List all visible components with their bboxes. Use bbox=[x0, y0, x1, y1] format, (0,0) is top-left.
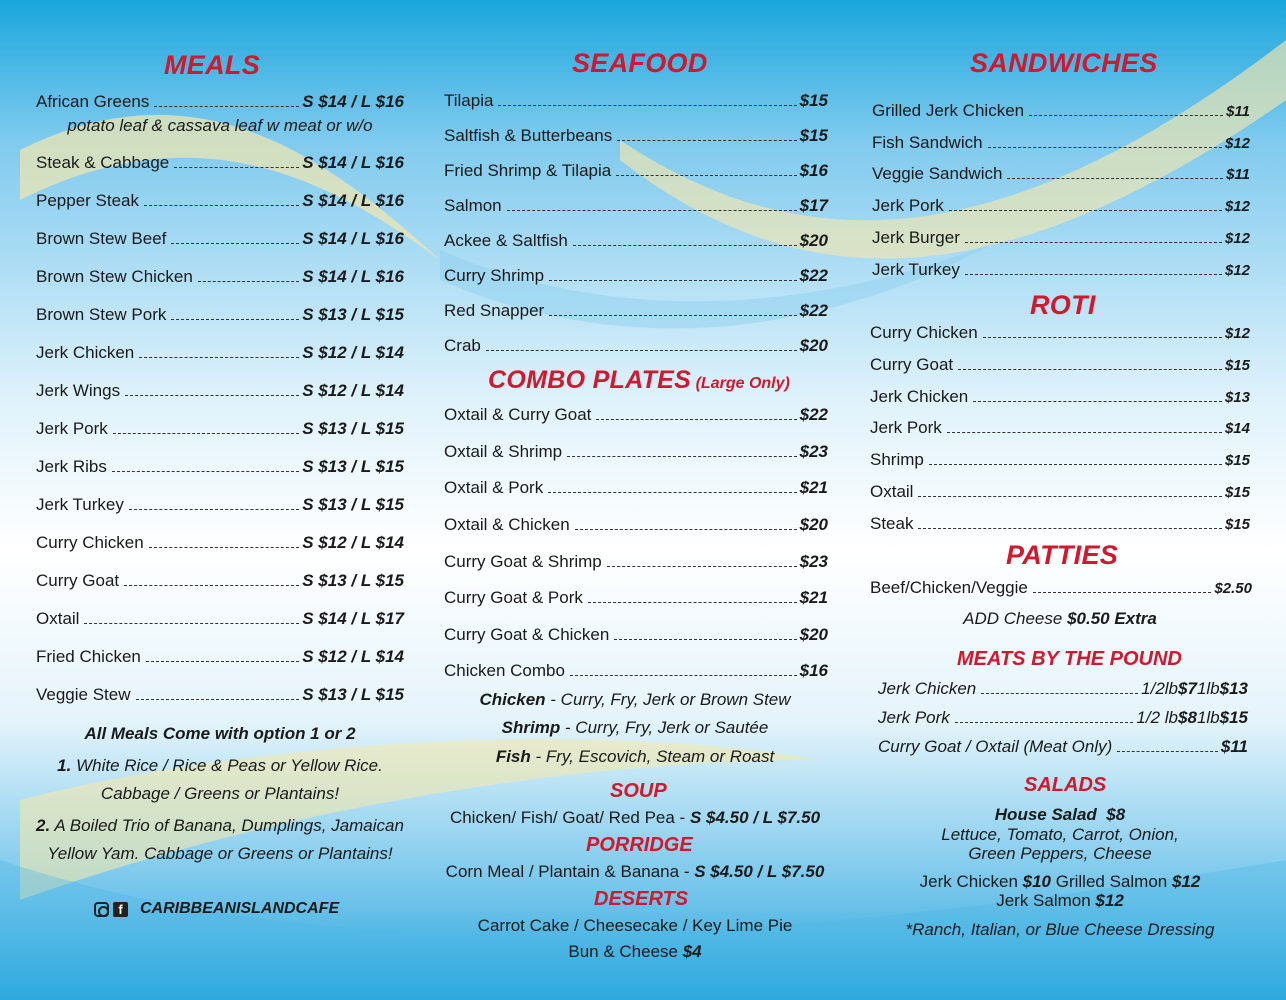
item-price: $22 bbox=[799, 301, 828, 320]
item-price: S $13 / L $15 bbox=[302, 305, 404, 324]
meal-item-row bbox=[36, 305, 404, 327]
item-name: Curry Goat & Chicken bbox=[444, 625, 610, 644]
item-price: S $14 / L $16 bbox=[302, 153, 404, 172]
item-name: Oxtail bbox=[36, 609, 80, 628]
item-name: Crab bbox=[444, 336, 481, 355]
item-price: $21 bbox=[799, 478, 828, 497]
combo-item-row bbox=[444, 405, 828, 427]
sandwich-item-row bbox=[872, 164, 1250, 186]
item-price: S $14 / L $16 bbox=[302, 191, 404, 210]
combo-item-row bbox=[444, 478, 828, 500]
deserts-line-2: Bun & Cheese $4 bbox=[568, 942, 702, 961]
item-name: Brown Stew Chicken bbox=[36, 267, 193, 286]
african-greens-note: potato leaf & cassava leaf w meat or w/o bbox=[67, 116, 373, 135]
roti-item-row bbox=[870, 355, 1250, 377]
mbp-jerk-pork: Jerk Pork 1/2 lb $8 1lb $15 bbox=[878, 708, 1248, 727]
meal-item-row bbox=[36, 419, 404, 441]
item-name: Jerk Burger bbox=[872, 228, 960, 247]
item-name: Pepper Steak bbox=[36, 191, 140, 210]
leader-dots bbox=[1007, 178, 1223, 179]
item-price: S $12 / L $14 bbox=[302, 381, 404, 400]
leader-dots bbox=[588, 602, 797, 603]
leader-dots bbox=[616, 175, 796, 176]
item-name: Jerk Turkey bbox=[872, 260, 960, 279]
leader-dots bbox=[146, 661, 299, 662]
item-name: Oxtail & Curry Goat bbox=[444, 405, 592, 424]
leader-dots bbox=[570, 675, 797, 676]
house-salad: House Salad $8 bbox=[994, 805, 1126, 824]
sandwich-item-row bbox=[872, 133, 1250, 155]
item-price: $16 bbox=[799, 661, 828, 680]
leader-dots bbox=[617, 140, 796, 141]
meal-item-row bbox=[36, 571, 404, 593]
seafood-item-row bbox=[444, 196, 828, 218]
combo-style-line: Fish - Fry, Escovich, Steam or Roast bbox=[495, 747, 775, 766]
sandwich-item-row bbox=[872, 228, 1250, 250]
item-price: $12 bbox=[1224, 325, 1250, 342]
leader-dots bbox=[973, 401, 1222, 402]
meal-item-row bbox=[36, 92, 404, 114]
leader-dots bbox=[144, 205, 299, 206]
leader-dots bbox=[614, 639, 796, 640]
item-price: S $14 / L $16 bbox=[302, 267, 404, 286]
leader-dots bbox=[498, 105, 796, 106]
item-name: Tilapia bbox=[444, 91, 494, 110]
item-name: Veggie Stew bbox=[36, 685, 131, 704]
combo-title-note: (Large Only) bbox=[695, 375, 790, 392]
seafood-item-row bbox=[444, 126, 828, 148]
roti-item-row bbox=[870, 514, 1250, 536]
roti-item-row bbox=[870, 387, 1250, 409]
item-name: Fish Sandwich bbox=[872, 133, 983, 152]
item-price: $15 bbox=[1224, 452, 1250, 469]
sandwiches-title: SANDWICHES bbox=[970, 48, 1158, 78]
item-price: $12 bbox=[1224, 198, 1250, 215]
leader-dots bbox=[549, 280, 797, 281]
item-price: S $13 / L $15 bbox=[302, 685, 404, 704]
meal-item-row bbox=[36, 457, 404, 479]
seafood-title: SEAFOOD bbox=[572, 48, 708, 78]
leader-dots bbox=[949, 210, 1222, 211]
mbp-jerk-chicken: Jerk Chicken 1/2lb $7 1lb $13 bbox=[878, 679, 1248, 698]
item-price: $23 bbox=[799, 552, 828, 571]
house-salad-line-1: Lettuce, Tomato, Carrot, Onion, bbox=[941, 825, 1179, 844]
item-price: S $14 / L $17 bbox=[302, 609, 404, 628]
item-price: S $12 / L $14 bbox=[302, 647, 404, 666]
seafood-item-row bbox=[444, 231, 828, 253]
item-price: S $12 / L $14 bbox=[302, 533, 404, 552]
roti-item-row bbox=[870, 323, 1250, 345]
leader-dots bbox=[596, 419, 796, 420]
item-price: $12 bbox=[1224, 262, 1250, 279]
house-salad-line-2: Green Peppers, Cheese bbox=[968, 844, 1152, 863]
leader-dots bbox=[988, 147, 1222, 148]
item-name: Fried Chicken bbox=[36, 647, 141, 666]
item-name: Curry Chicken bbox=[870, 323, 978, 342]
leader-dots bbox=[575, 529, 797, 530]
instagram-icon bbox=[94, 902, 109, 917]
meal-option-1: 1. White Rice / Rice & Peas or Yellow Rice. bbox=[57, 756, 383, 775]
meals-options-title: All Meals Come with option 1 or 2 bbox=[84, 724, 356, 743]
item-price: $20 bbox=[799, 231, 828, 250]
combo-style-line: Chicken - Curry, Fry, Jerk or Brown Stew bbox=[479, 690, 791, 709]
item-name: Curry Chicken bbox=[36, 533, 144, 552]
leader-dots bbox=[918, 496, 1222, 497]
patties-item: Beef/Chicken/Veggie $2.50 bbox=[870, 578, 1252, 597]
combo-title: COMBO PLATES bbox=[488, 366, 692, 394]
item-name: Red Snapper bbox=[444, 301, 545, 320]
meal-item-row bbox=[36, 685, 404, 707]
leader-dots bbox=[486, 350, 797, 351]
meal-item-row bbox=[36, 267, 404, 289]
meal-item-row bbox=[36, 533, 404, 555]
item-name: Grilled Jerk Chicken bbox=[872, 101, 1025, 120]
leader-dots bbox=[154, 106, 299, 107]
item-price: $17 bbox=[799, 196, 828, 215]
salad-jerk-salmon: Jerk Salmon $12 bbox=[996, 891, 1124, 910]
combo-item-row bbox=[444, 661, 828, 683]
soup-title: SOUP bbox=[610, 780, 667, 802]
item-price: S $13 / L $15 bbox=[302, 571, 404, 590]
item-name: Chicken Combo bbox=[444, 661, 565, 680]
item-price: $11 bbox=[1226, 166, 1250, 183]
leader-dots bbox=[567, 456, 797, 457]
combo-item-row bbox=[444, 588, 828, 610]
item-name: Ackee & Saltfish bbox=[444, 231, 568, 250]
item-name: Jerk Pork bbox=[870, 418, 942, 437]
meal-option-1-cont: Cabbage / Greens or Plantains! bbox=[100, 784, 340, 803]
meal-item-row bbox=[36, 191, 404, 213]
item-name: Oxtail & Shrimp bbox=[444, 442, 563, 461]
item-name: Steak & Cabbage bbox=[36, 153, 170, 172]
item-name: African Greens bbox=[36, 92, 150, 111]
leader-dots bbox=[129, 509, 299, 510]
item-price: $15 bbox=[1224, 357, 1250, 374]
item-price: $16 bbox=[799, 161, 828, 180]
meal-item-row bbox=[36, 229, 404, 251]
leader-dots bbox=[113, 433, 299, 434]
item-name: Curry Goat bbox=[870, 355, 954, 374]
meal-option-2-cont: Yellow Yam. Cabbage or Greens or Plantains! bbox=[47, 844, 393, 863]
leader-dots bbox=[112, 471, 299, 472]
seafood-item-row bbox=[444, 161, 828, 183]
item-name: Jerk Pork bbox=[36, 419, 108, 438]
item-name: Brown Stew Pork bbox=[36, 305, 167, 324]
leader-dots bbox=[139, 357, 299, 358]
soup-line: Chicken/ Fish/ Goat/ Red Pea - S $4.50 / L $7.50 bbox=[449, 808, 821, 827]
salads-title: SALADS bbox=[1024, 774, 1107, 796]
patties-title: PATTIES bbox=[1006, 540, 1119, 570]
meats-by-pound-title: MEATS BY THE POUND bbox=[957, 648, 1182, 670]
item-price: $13 bbox=[1224, 389, 1250, 406]
item-price: $22 bbox=[799, 266, 828, 285]
seafood-item-row bbox=[444, 91, 828, 113]
item-price: $15 bbox=[1224, 484, 1250, 501]
social-handle-text: CARIBBEANISLANDCAFE bbox=[140, 900, 340, 917]
meal-item-row bbox=[36, 647, 404, 669]
leader-dots bbox=[198, 281, 299, 282]
item-price: $20 bbox=[799, 625, 828, 644]
item-price: $11 bbox=[1226, 103, 1250, 120]
leader-dots bbox=[171, 243, 299, 244]
meal-option-2: 2. A Boiled Trio of Banana, Dumplings, Jamaican bbox=[36, 816, 404, 835]
item-price: $12 bbox=[1224, 230, 1250, 247]
item-price: S $13 / L $15 bbox=[302, 457, 404, 476]
seafood-item-row bbox=[444, 266, 828, 288]
item-price: $15 bbox=[1224, 516, 1250, 533]
item-price: S $14 / L $16 bbox=[302, 229, 404, 248]
item-price: $14 bbox=[1224, 420, 1250, 437]
leader-dots bbox=[548, 492, 796, 493]
leader-dots bbox=[607, 566, 797, 567]
roti-title: ROTI bbox=[1030, 290, 1096, 320]
roti-item-row bbox=[870, 418, 1250, 440]
combo-item-row bbox=[444, 515, 828, 537]
sandwich-item-row bbox=[872, 101, 1250, 123]
item-price: $15 bbox=[799, 126, 828, 145]
roti-item-row bbox=[870, 450, 1250, 472]
item-name: Oxtail bbox=[870, 482, 914, 501]
roti-item-row bbox=[870, 482, 1250, 504]
combo-style-line: Shrimp - Curry, Fry, Jerk or Sautée bbox=[501, 718, 769, 737]
mbp-curry-goat-oxtail: Curry Goat / Oxtail (Meat Only) $11 bbox=[878, 737, 1248, 756]
item-name: Curry Goat bbox=[36, 571, 120, 590]
item-name: Curry Shrimp bbox=[444, 266, 545, 285]
item-price: $20 bbox=[799, 336, 828, 355]
leader-dots bbox=[84, 623, 299, 624]
item-name: Jerk Wings bbox=[36, 381, 121, 400]
item-price: S $14 / L $16 bbox=[302, 92, 404, 111]
leader-dots bbox=[124, 585, 299, 586]
item-price: $20 bbox=[799, 515, 828, 534]
item-name: Fried Shrimp & Tilapia bbox=[444, 161, 612, 180]
leader-dots bbox=[174, 167, 299, 168]
leader-dots bbox=[507, 210, 797, 211]
item-price: S $12 / L $14 bbox=[302, 343, 404, 362]
item-name: Oxtail & Pork bbox=[444, 478, 544, 497]
item-price: $22 bbox=[799, 405, 828, 424]
item-name: Shrimp bbox=[870, 450, 924, 469]
item-price: S $13 / L $15 bbox=[302, 495, 404, 514]
combo-item-row bbox=[444, 625, 828, 647]
combo-item-row bbox=[444, 442, 828, 464]
leader-dots bbox=[929, 464, 1222, 465]
item-name: Oxtail & Chicken bbox=[444, 515, 570, 534]
item-name: Salmon bbox=[444, 196, 502, 215]
item-name: Jerk Pork bbox=[872, 196, 944, 215]
porridge-line: Corn Meal / Plantain & Banana - S $4.50 / L $7.50 bbox=[445, 862, 825, 881]
leader-dots bbox=[958, 369, 1222, 370]
leader-dots bbox=[947, 432, 1222, 433]
meals-title: MEALS bbox=[164, 50, 260, 80]
item-name: Jerk Ribs bbox=[36, 457, 107, 476]
leader-dots bbox=[573, 245, 797, 246]
meal-item-row bbox=[36, 381, 404, 403]
deserts-title: DESERTS bbox=[594, 888, 689, 910]
meal-item-row bbox=[36, 495, 404, 517]
meal-item-row bbox=[36, 343, 404, 365]
item-price: S $13 / L $15 bbox=[302, 419, 404, 438]
salad-dressing: *Ranch, Italian, or Blue Cheese Dressing bbox=[905, 920, 1215, 939]
seafood-item-row bbox=[444, 301, 828, 323]
item-name: Saltfish & Butterbeans bbox=[444, 126, 613, 145]
item-price: $23 bbox=[799, 442, 828, 461]
leader-dots bbox=[149, 547, 300, 548]
leader-dots bbox=[965, 242, 1222, 243]
item-name: Brown Stew Beef bbox=[36, 229, 167, 248]
item-price: $15 bbox=[799, 91, 828, 110]
item-name: Jerk Chicken bbox=[870, 387, 969, 406]
porridge-title: PORRIDGE bbox=[586, 834, 693, 856]
leader-dots bbox=[965, 274, 1222, 275]
seafood-item-row bbox=[444, 336, 828, 358]
combo-title-wrap bbox=[488, 366, 790, 395]
sandwich-item-row bbox=[872, 196, 1250, 218]
leader-dots bbox=[549, 315, 796, 316]
leader-dots bbox=[983, 337, 1222, 338]
item-name: Veggie Sandwich bbox=[872, 164, 1003, 183]
leader-dots bbox=[125, 395, 299, 396]
item-name: Jerk Chicken bbox=[36, 343, 135, 362]
item-name: Curry Goat & Shrimp bbox=[444, 552, 602, 571]
meal-item-row bbox=[36, 153, 404, 175]
salad-jerk-chicken-salmon: Jerk Chicken $10 Grilled Salmon $12 bbox=[919, 872, 1201, 891]
item-name: Steak bbox=[870, 514, 914, 533]
combo-item-row bbox=[444, 552, 828, 574]
item-price: $21 bbox=[799, 588, 828, 607]
patties-addon: ADD Cheese $0.50 Extra bbox=[963, 609, 1157, 628]
item-name: Curry Goat & Pork bbox=[444, 588, 583, 607]
deserts-line-1: Carrot Cake / Cheesecake / Key Lime Pie bbox=[477, 916, 793, 935]
facebook-icon: f bbox=[113, 902, 128, 917]
leader-dots bbox=[1029, 115, 1223, 116]
social-handle bbox=[94, 900, 339, 918]
sandwich-item-row bbox=[872, 260, 1250, 282]
item-price: $12 bbox=[1224, 135, 1250, 152]
meal-item-row bbox=[36, 609, 404, 631]
leader-dots bbox=[918, 528, 1221, 529]
leader-dots bbox=[136, 699, 300, 700]
leader-dots bbox=[171, 319, 299, 320]
item-name: Jerk Turkey bbox=[36, 495, 124, 514]
